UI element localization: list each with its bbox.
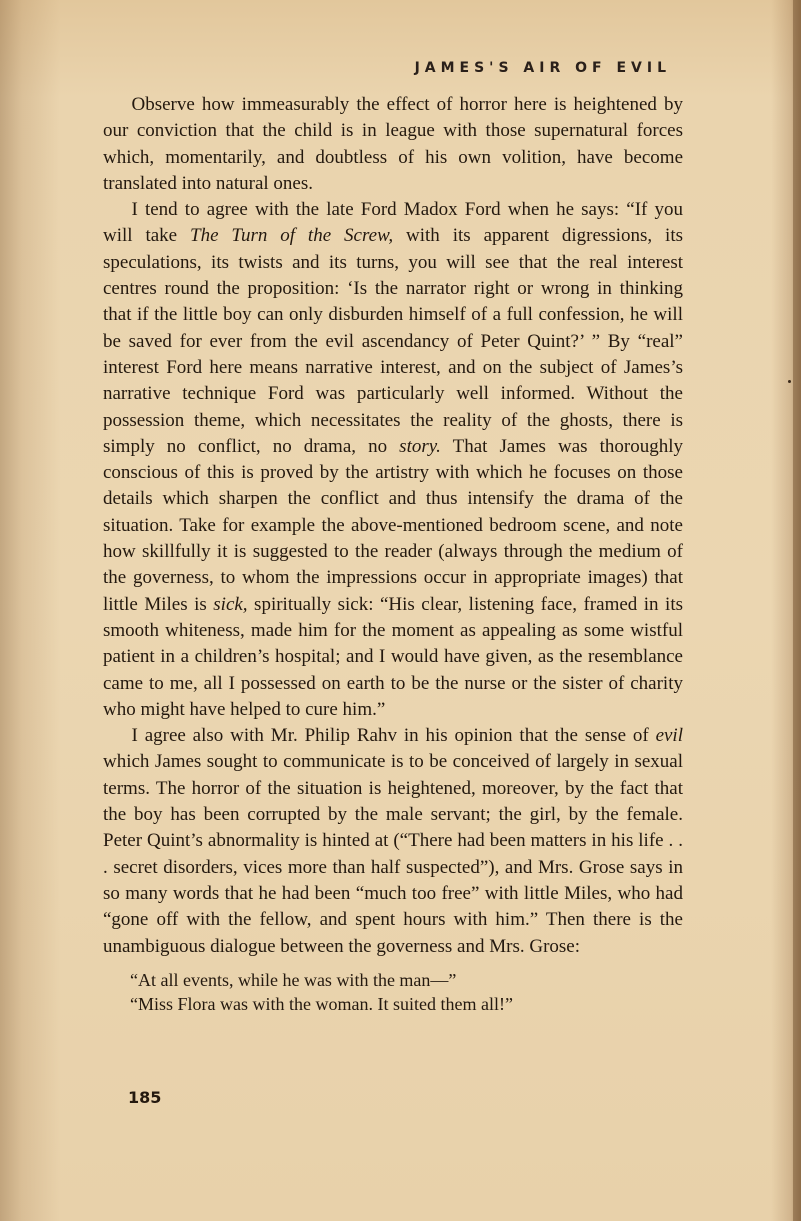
emphasis-evil: evil [655, 725, 683, 747]
paragraph-3-part-a: I agree also with Mr. Philip Rahv in his opinion that the sense of [131, 725, 656, 747]
page-edge-shadow [793, 0, 801, 1221]
emphasis-story: story. [399, 435, 441, 457]
book-title: The Turn of the Screw, [190, 225, 394, 247]
body-text [103, 92, 683, 1016]
running-head: JAMES'S AIR OF EVIL [414, 60, 671, 76]
paragraph-3 [103, 723, 683, 960]
paragraph-1: Observe how immeasurably the effect of horror here is heightened by our conviction that the child is in league with those supernatural forces which, momentarily, and doubtless of his own volition, have become translated into natural ones. [103, 94, 683, 194]
paragraph-2-part-a: I tend to agree with the late Ford Madox Ford when he says: “If you will take [103, 199, 683, 247]
page-number: 185 [128, 1088, 162, 1107]
paragraph-2-part-c: That James was thoroughly conscious of this is proved by the artistry with which he focuses on those details which sharpen the conflict and thus intensify the drama of the situation. Take for example the above-mentioned bedroom scene, and note how skillfully it is suggested to the reader (always through the medium of the governess, to whom the impressions occur in appropriate images) that little Miles is [103, 435, 684, 615]
paragraph-2 [103, 197, 683, 723]
emphasis-sick: sick, [213, 593, 248, 615]
paragraph-2-part-b: with its apparent digressions, its speculations, its twists and its turns, you will see that the real interest centres round the proposition: ‘Is the narrator right or wrong in thinking that if the little boy can only disburden himself of a full confession, he will be saved for ever from the evil ascendancy of Peter Quint?’ ” By “real” interest Ford here means narrative interest, and on the subject of James’s narrative technique Ford was particularly well informed. Without the possession theme, which necessitates the reality of the ghosts, there is simply no conflict, no drama, no [103, 225, 683, 457]
paragraph-3-part-b: which James sought to communicate is to be conceived of largely in sexual terms. The horror of the situation is heightened, moreover, by the fact that the boy has been corrupted by the male servant; the girl, by the female. Peter Quint’s abnormality is hinted at (“There had been matters in his life . . . secret disorders, vices more than half suspected”), and Mrs. Grose says in so many words that he had been “much too free” with little Miles, who had “gone off with the fellow, and spent hours with him.” Then there is the unambiguous dialogue between the governess and Mrs. Grose: [103, 751, 683, 957]
dialogue-line: “At all events, while he was with the man—” [130, 969, 457, 990]
paragraph-2-part-d: spiritually sick: “His clear, listening face, framed in its smooth whiteness, made him for the moment as appealing as some wistful patient in a children’s hospital; and I would have given, as the resemblance came to me, all I possessed on earth to be the nurse or the sister of charity who might have helped to cure him.” [103, 593, 683, 720]
dialogue-block [103, 968, 683, 1016]
ink-speck [788, 380, 791, 383]
dialogue-line: “Miss Flora was with the woman. It suited them all!” [130, 993, 513, 1014]
